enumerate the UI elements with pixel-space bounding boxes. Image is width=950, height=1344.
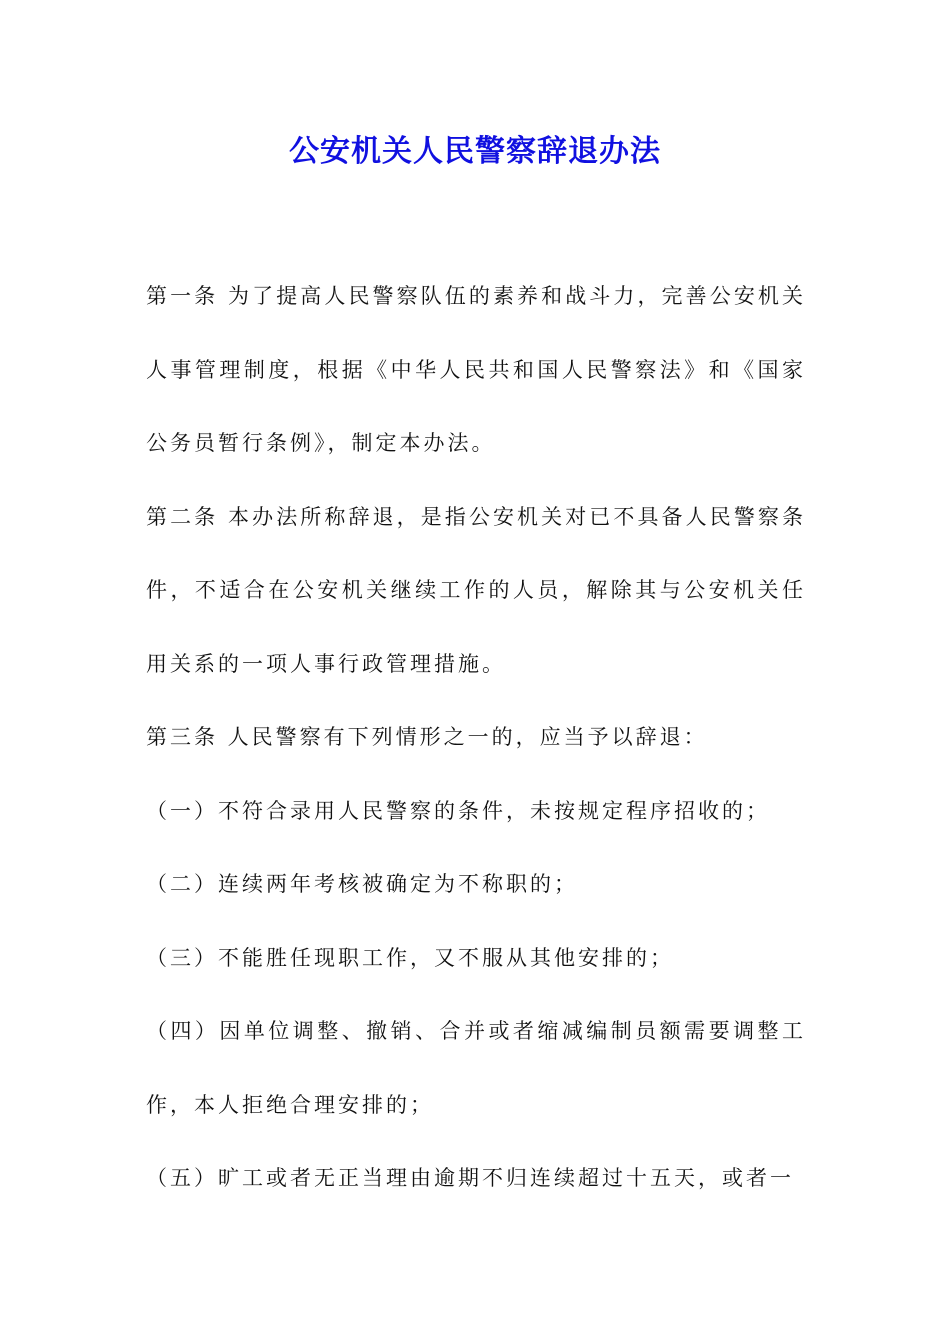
document-title: 公安机关人民警察辞退办法 <box>289 134 661 169</box>
list-item-2: （二）连续两年考核被确定为不称职的； <box>146 872 578 896</box>
list-item-1: （一）不符合录用人民警察的条件，未按规定程序招收的； <box>146 798 770 823</box>
list-item-3: （三）不能胜任现职工作，又不服从其他安排的； <box>146 945 674 970</box>
paragraph-article-1: 第一条 为了提高人民警察队伍的素养和战斗力，完善公安机关人事管理制度，根据《中华人民共和国人民警察法》和《国家公务员暂行条例》，制定本办法。 <box>146 284 806 455</box>
paragraph-article-3: 第三条 人民警察有下列情形之一的，应当予以辞退： <box>146 725 708 749</box>
paragraph-article-2: 第二条 本办法所称辞退，是指公安机关对已不具备人民警察条件，不适合在公安机关继续工作的人员，解除其与公安机关任用关系的一项人事行政管理措施。 <box>146 504 806 676</box>
list-item-4: （四）因单位调整、撤销、合并或者缩减编制员额需要调整工作，本人拒绝合理安排的； <box>146 1019 806 1117</box>
list-item-5: （五）旷工或者无正当理由逾期不归连续超过十五天，或者一 <box>146 1166 794 1190</box>
document-body <box>146 260 806 1216</box>
